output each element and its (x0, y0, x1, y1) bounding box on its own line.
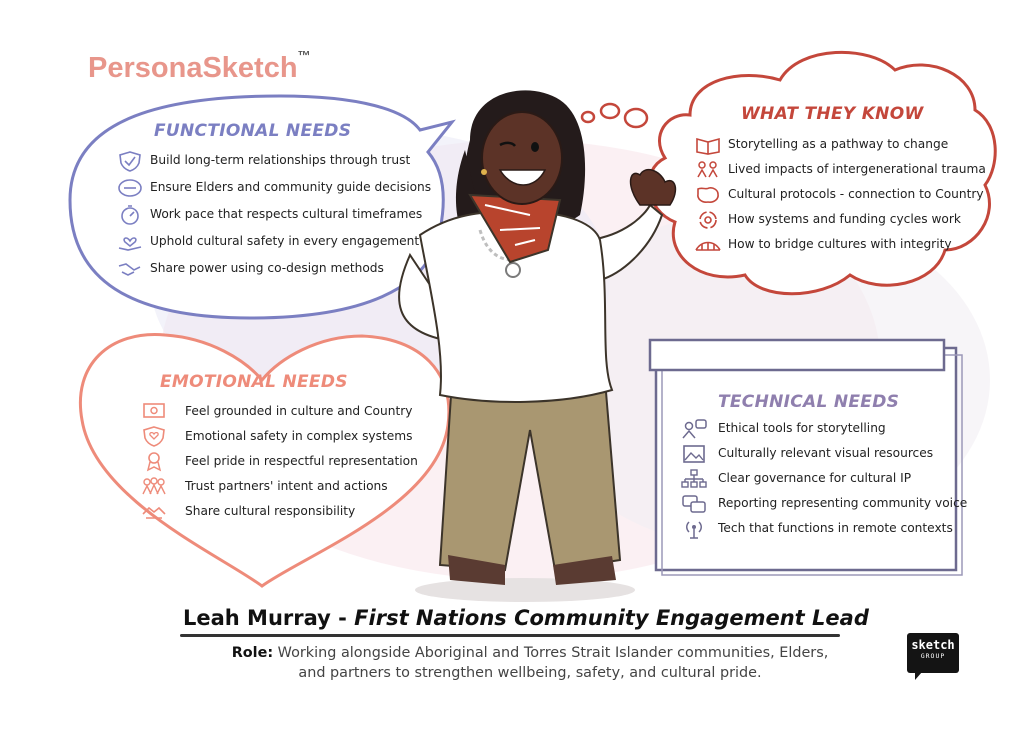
role-description: Role: Working alongside Aboriginal and Torres Strait Islander communities, Elders, (231, 645, 829, 661)
open-book-icon (694, 134, 722, 156)
know-item: Lived impacts of intergenerational trauma (728, 162, 986, 176)
what-they-know-title: WHAT THEY KNOW (741, 104, 924, 124)
know-item: Cultural protocols - connection to Country (728, 187, 984, 201)
heart-shield-icon (140, 425, 168, 447)
sketch-group-logo: sketch GROUP (907, 633, 959, 673)
emotional-need-item: Feel grounded in culture and Country (185, 404, 413, 418)
name-underline (180, 634, 840, 637)
functional-need-item: Share power using co-design methods (150, 261, 384, 275)
technical-need-item: Reporting representing community voice (718, 496, 968, 510)
handshake-icon (116, 258, 144, 280)
technical-need-item: Clear governance for cultural IP (718, 471, 912, 485)
bridge-icon (694, 234, 722, 256)
group-icon (140, 475, 168, 497)
technical-needs-title: TECHNICAL NEEDS (718, 392, 900, 412)
hands-icon (140, 500, 168, 522)
award-icon (140, 450, 168, 472)
technical-need-item: Tech that functions in remote contexts (718, 521, 953, 535)
know-item: How to bridge cultures with integrity (728, 237, 952, 251)
functional-need-item: Ensure Elders and community guide decisions (150, 180, 432, 194)
hierarchy-icon (680, 468, 708, 490)
emotional-need-item: Emotional safety in complex systems (185, 429, 413, 443)
brand-logo: PersonaSketch™ (88, 48, 311, 84)
functional-need-item: Uphold cultural safety in every engagement (150, 234, 420, 248)
know-item: Storytelling as a pathway to change (728, 137, 949, 151)
emotional-need-item: Trust partners' intent and actions (185, 479, 388, 493)
flag-icon (140, 400, 168, 422)
functional-need-item: Build long-term relationships through trust (150, 153, 411, 167)
emotional-needs-title: EMOTIONAL NEEDS (160, 372, 348, 392)
family-icon (694, 159, 722, 181)
cycle-gear-icon (694, 209, 722, 231)
technical-need-item: Ethical tools for storytelling (718, 421, 886, 435)
role-description-line2: and partners to strengthen wellbeing, safety, and cultural pride. (298, 665, 762, 681)
image-icon (680, 443, 708, 465)
emotional-need-item: Feel pride in respectful representation (185, 454, 418, 468)
technical-need-item: Culturally relevant visual resources (718, 446, 934, 460)
chat-bubbles-icon (680, 493, 708, 515)
speaker-chat-icon (680, 418, 708, 440)
shield-check-icon (116, 150, 144, 172)
functional-needs-title: FUNCTIONAL NEEDS (154, 121, 352, 141)
stopwatch-icon (116, 204, 144, 226)
compass-icon (116, 177, 144, 199)
hand-heart-icon (116, 231, 144, 253)
know-item: How systems and funding cycles work (728, 212, 961, 226)
functional-need-item: Work pace that respects cultural timeframes (150, 207, 423, 221)
logo-speech-tail (915, 672, 922, 680)
persona-name: Leah Murray - First Nations Community Engagement Lead (183, 606, 869, 630)
map-icon (694, 184, 722, 206)
antenna-icon (680, 518, 708, 540)
emotional-need-item: Share cultural responsibility (185, 504, 356, 518)
